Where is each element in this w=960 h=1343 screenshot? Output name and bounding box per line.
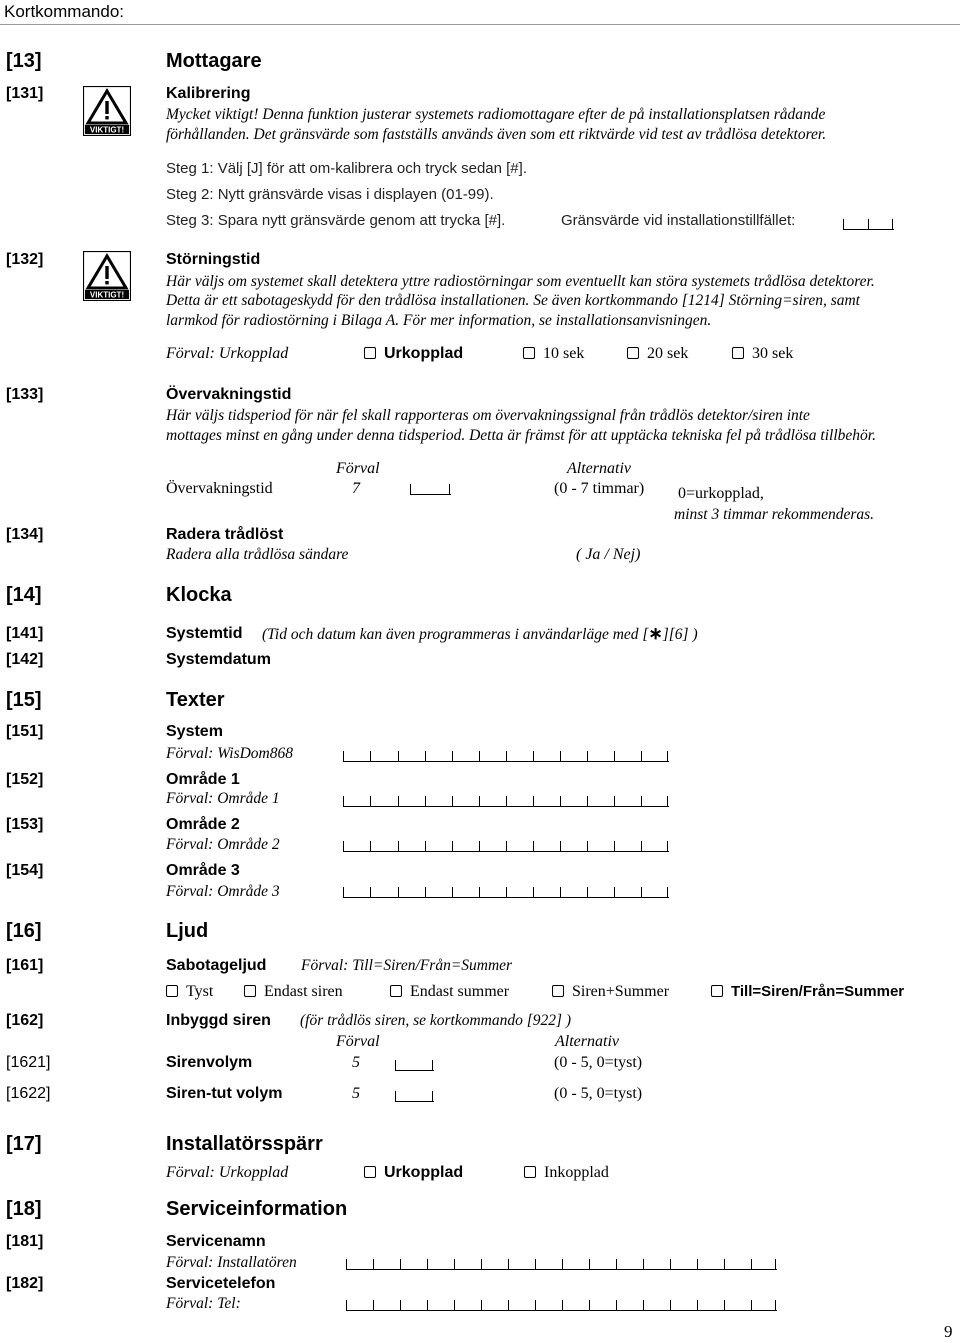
checkbox[interactable] [711, 985, 723, 997]
option-30-sek[interactable]: 30 sek [732, 345, 793, 363]
kalibrering-step3: Steg 3: Spara nytt gränsvärde genom att trycka [#]. [166, 212, 506, 229]
section-code-154: [154] [6, 862, 44, 879]
section-title-kalibrering: Kalibrering [166, 85, 251, 102]
warning-label: VIKTIGT! [89, 290, 125, 300]
section-title-radera-tradlost: Radera trådlöst [166, 526, 284, 543]
section-title-omrade-2: Område 2 [166, 816, 240, 833]
section-code-142: [142] [6, 651, 44, 668]
option-siren-summer[interactable]: Siren+Summer [552, 983, 669, 1001]
kalibrering-step1: Steg 1: Välj [J] för att om-kalibrera och tryck sedan [#]. [166, 160, 527, 177]
checkbox[interactable] [552, 985, 564, 997]
sirenvolym-default: 5 [352, 1054, 360, 1071]
section-code-132: [132] [6, 251, 44, 268]
checkbox[interactable] [390, 985, 402, 997]
page-number: 9 [944, 1322, 953, 1341]
overvakningstid-desc-line1: Här väljs tidsperiod för när fel skall rapporteras om övervakningssignal från trådlös detektor/siren inte [166, 407, 810, 424]
text-entry-field-omrade-3[interactable] [343, 887, 669, 898]
column-header-forval: Förval [336, 1033, 380, 1050]
section-code-14: [14] [6, 584, 42, 606]
sabotageljud-default: Förval: Till=Siren/Från=Summer [301, 957, 513, 974]
overvakningstid-note1: 0=urkopplad, [678, 485, 764, 502]
radera-choice: ( Ja / Nej) [576, 546, 641, 563]
section-code-153: [153] [6, 816, 44, 833]
checkbox[interactable] [166, 985, 178, 997]
section-title-serviceinformation: Serviceinformation [166, 1198, 348, 1220]
section-title-servicenamn: Servicenamn [166, 1233, 266, 1250]
star-key-icon: ∗ [648, 624, 663, 643]
checkbox[interactable] [732, 347, 744, 359]
omrade2-default: Förval: Område 2 [166, 836, 280, 853]
checkbox[interactable] [524, 1166, 536, 1178]
section-title-overvakningstid: Övervakningstid [166, 386, 292, 403]
section-title-storningstid: Störningstid [166, 251, 261, 268]
kalibrering-desc-line1: Mycket viktigt! Denna funktion justerar systemets radiomottagare efter de på installationsplatsen rådande [166, 106, 826, 123]
option-inkopplad[interactable]: Inkopplad [524, 1164, 609, 1182]
section-code-181: [181] [6, 1233, 44, 1250]
siren-tut-volym-default: 5 [352, 1085, 360, 1102]
section-title-servicetelefon: Servicetelefon [166, 1275, 276, 1292]
text-entry-field-servicenamn[interactable] [346, 1259, 777, 1270]
storningstid-desc-line2: Detta är ett sabotageskydd för den trådlösa installationen. Se även kortkommando [1214] Störning=siren, samt [166, 292, 860, 309]
sirenvolym-label: Sirenvolym [166, 1054, 253, 1071]
section-title-texter: Texter [166, 689, 225, 711]
section-code-134: [134] [6, 526, 44, 543]
option-endast-summer[interactable]: Endast summer [390, 983, 509, 1001]
section-title-mottagare: Mottagare [166, 50, 262, 72]
option-10-sek[interactable]: 10 sek [523, 345, 584, 363]
text-entry-field-system[interactable] [343, 751, 669, 762]
section-title-systemdatum: Systemdatum [166, 651, 271, 668]
servicenamn-default: Förval: Installatören [166, 1254, 297, 1271]
siren-tut-volym-entry-field[interactable] [395, 1091, 434, 1102]
section-code-1621: [1621] [6, 1054, 51, 1071]
checkbox[interactable] [364, 347, 376, 359]
text-entry-field-omrade-1[interactable] [343, 796, 669, 807]
section-title-systemtid: Systemtid [166, 625, 243, 642]
overvakningstid-entry-field[interactable] [410, 484, 451, 495]
section-code-18: [18] [6, 1198, 42, 1220]
servicetelefon-default: Förval: Tel: [166, 1295, 241, 1312]
warning-icon [83, 251, 131, 301]
section-title-inbyggd-siren: Inbyggd siren [166, 1012, 271, 1029]
text-entry-field-omrade-2[interactable] [343, 841, 669, 852]
section-code-13: [13] [6, 50, 42, 72]
sirenvolym-entry-field[interactable] [395, 1060, 434, 1071]
checkbox[interactable] [364, 1166, 376, 1178]
siren-tut-volym-label: Siren-tut volym [166, 1085, 283, 1102]
kalibrering-step2: Steg 2: Nytt gränsvärde visas i displayen (01-99). [166, 186, 494, 203]
column-header-alternativ: Alternativ [555, 1033, 619, 1050]
section-code-151: [151] [6, 723, 44, 740]
systemtid-note: (Tid och datum kan även programmeras i användarläge med [∗][6] ) [262, 624, 698, 643]
storningstid-default: Förval: Urkopplad [166, 345, 289, 362]
system-default: Förval: WisDom868 [166, 745, 294, 762]
option-20-sek[interactable]: 20 sek [627, 345, 688, 363]
overvakningstid-note2: minst 3 timmar rekommenderas. [674, 506, 875, 523]
overvakningstid-desc-line2: mottages minst en gång under denna tidsperiod. Detta är främst för att upptäcka tekniska fel på trådlösa tillbehör. [166, 427, 876, 444]
checkbox[interactable] [244, 985, 256, 997]
section-title-omrade-3: Område 3 [166, 862, 240, 879]
section-title-installatorssparr: Installatörsspärr [166, 1133, 323, 1155]
overvakningstid-range: (0 - 7 timmar) [554, 480, 645, 497]
page-header-title: Kortkommando: [4, 2, 124, 21]
option-endast-siren[interactable]: Endast siren [244, 983, 343, 1001]
overvakningstid-row-label: Övervakningstid [166, 480, 273, 497]
threshold-entry-field[interactable] [843, 219, 894, 230]
kalibrering-desc-line2: förhållanden. Det gränsvärde som fastställs används även som ett riktvärde vid test av trådlösa detektorer. [166, 126, 827, 143]
checkbox[interactable] [523, 347, 535, 359]
option-urkopplad[interactable]: Urkopplad [364, 345, 463, 363]
installatorssparr-default: Förval: Urkopplad [166, 1164, 289, 1181]
section-code-16: [16] [6, 920, 42, 942]
section-code-17: [17] [6, 1133, 42, 1155]
section-code-133: [133] [6, 386, 44, 403]
warning-icon [83, 86, 131, 136]
column-header-alternativ: Alternativ [567, 460, 631, 477]
section-code-162: [162] [6, 1012, 44, 1029]
storningstid-desc-line1: Här väljs om systemet skall detektera yttre radiostörningar som eventuellt kan störa systemets trådlösa detektorer. [166, 273, 875, 290]
section-title-ljud: Ljud [166, 920, 209, 942]
option-urkopplad[interactable]: Urkopplad [364, 1164, 463, 1182]
section-code-152: [152] [6, 771, 44, 788]
inbyggd-siren-note: (för trådlös siren, se kortkommando [922] ) [300, 1012, 572, 1029]
header-divider [0, 24, 960, 25]
section-title-omrade-1: Område 1 [166, 771, 240, 788]
section-title-system: System [166, 723, 223, 740]
option-till-siren-fran-summer[interactable]: Till=Siren/Från=Summer [711, 983, 904, 1000]
option-tyst[interactable]: Tyst [166, 983, 213, 1001]
section-code-1622: [1622] [6, 1085, 51, 1102]
section-code-161: [161] [6, 957, 44, 974]
section-title-klocka: Klocka [166, 584, 232, 606]
section-code-141: [141] [6, 625, 44, 642]
radera-desc: Radera alla trådlösa sändare [166, 546, 349, 563]
warning-label: VIKTIGT! [89, 125, 125, 135]
section-code-131: [131] [6, 85, 44, 102]
text-entry-field-servicetelefon[interactable] [346, 1300, 777, 1311]
section-code-182: [182] [6, 1275, 44, 1292]
sirenvolym-range: (0 - 5, 0=tyst) [554, 1054, 643, 1071]
column-header-forval: Förval [336, 460, 380, 477]
checkbox[interactable] [627, 347, 639, 359]
siren-tut-volym-range: (0 - 5, 0=tyst) [554, 1085, 643, 1102]
threshold-label: Gränsvärde vid installationstillfället: [561, 212, 796, 229]
section-code-15: [15] [6, 689, 42, 711]
storningstid-desc-line3: larmkod för radiostörning i Bilaga A. För mer information, se installationsanvisningen. [166, 312, 712, 329]
overvakningstid-default-value: 7 [352, 480, 360, 497]
section-title-sabotageljud: Sabotageljud [166, 957, 267, 974]
omrade1-default: Förval: Område 1 [166, 790, 280, 807]
omrade3-default: Förval: Område 3 [166, 883, 280, 900]
